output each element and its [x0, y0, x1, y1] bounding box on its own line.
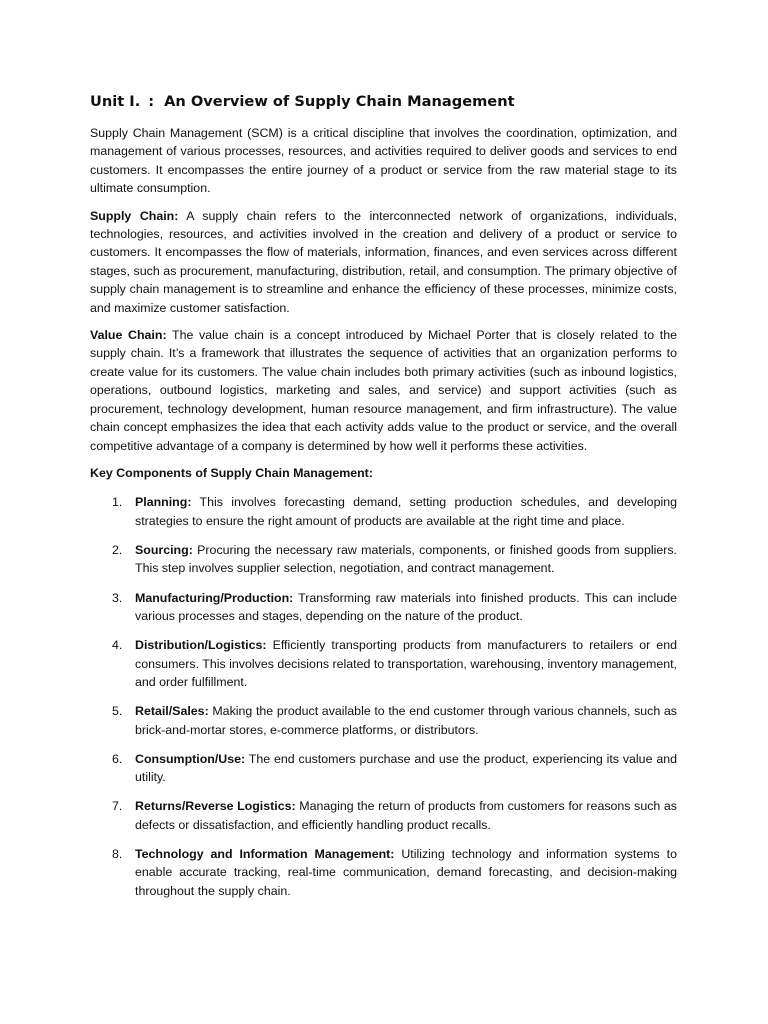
list-number: 5.	[112, 704, 123, 719]
list-number: 4.	[112, 638, 123, 653]
component-text: Efficiently transporting products from manufacturers to retailers or end consumers. This involves decisions related to transportation, warehousing, inventory management, and order fulfillment.	[135, 638, 677, 689]
component-term: Consumption/Use:	[135, 751, 246, 766]
component-term: Technology and Information Management:	[135, 846, 395, 861]
supply-chain-text: A supply chain refers to the interconnected network of organizations, individuals, technologies, resources, and activities involved in the creation and delivery of a product or service to customers. It encompasses the flow of materials, information, finances, and even services across different stages, such as procurement, manufacturing, distribution, retail, and consumption. The primary objective of supply chain management is to streamline and enhance the efficiency of these processes, minimize costs, and maximize customer satisfaction.	[90, 208, 678, 315]
list-number: 3.	[112, 590, 123, 605]
component-text: This involves forecasting demand, setting production schedules, and developing strategies to ensure the right amount of products are available at the right time and place.	[135, 495, 677, 528]
value-chain-paragraph	[90, 326, 677, 455]
components-heading: Key Components of Supply Chain Management:	[90, 465, 373, 480]
component-text: Utilizing technology and information systems to enable accurate tracking, real-time communication, demand forecasting, and decision-making throughout the supply chain.	[135, 846, 677, 898]
list-number: 1.	[112, 495, 123, 510]
component-text: Making the product available to the end customer through various channels, such as brick-and-mortar stores, e-commerce platforms, or distributors.	[135, 704, 677, 737]
list-number: 2.	[112, 542, 123, 557]
list-number: 6.	[112, 751, 123, 766]
list-item	[90, 493, 677, 530]
list-item	[90, 702, 677, 739]
component-text: Managing the return of products from customers for reasons such as defects or dissatisfaction, and efficiently handling product recalls.	[135, 799, 677, 832]
supply-chain-label: Supply Chain:	[90, 208, 179, 223]
component-term: Sourcing:	[135, 542, 193, 557]
value-chain-label: Value Chain:	[90, 328, 167, 343]
list-item	[90, 845, 677, 900]
list-item	[90, 541, 677, 578]
component-term: Returns/Reverse Logistics:	[135, 799, 296, 814]
component-text: Procuring the necessary raw materials, components, or finished goods from suppliers. This step involves supplier selection, negotiation, and contract management.	[135, 542, 677, 576]
list-number: 7.	[112, 799, 123, 814]
component-term: Planning:	[135, 495, 192, 510]
supply-chain-paragraph	[90, 207, 677, 317]
component-text: Transforming raw materials into finished products. This can include various processes and stages, depending on the nature of the product.	[135, 590, 677, 623]
title-separator: :	[148, 93, 155, 110]
title-text: An Overview of Supply Chain Management	[164, 93, 515, 110]
document-page	[90, 92, 677, 911]
list-item	[90, 797, 677, 834]
list-item	[90, 750, 677, 787]
component-text: The end customers purchase and use the product, experiencing its value and utility.	[135, 751, 677, 785]
list-item	[90, 589, 677, 626]
list-item	[90, 636, 677, 691]
component-term: Manufacturing/Production:	[135, 590, 294, 605]
page-title	[90, 92, 677, 112]
components-list	[90, 493, 677, 900]
value-chain-text: The value chain is a concept introduced by Michael Porter that is closely related to the supply chain. It’s a framework that illustrates the sequence of activities that an organization performs to create value for its customers. The value chain includes both primary activities (such as inbound logistics, operations, outbound logistics, marketing and sales, and service) and support activities (such as procurement, technology development, human resource management, and firm infrastructure). The value chain concept emphasizes the idea that each activity adds value to the product or service, and the overall competitive advantage of a company is determined by how well it performs these activities.	[90, 328, 677, 453]
intro-paragraph: Supply Chain Management (SCM) is a critical discipline that involves the coordination, optimization, and management of various processes, resources, and activities required to deliver goods and services to end customers. It encompasses the entire journey of a product or service from the raw material stage to its ultimate consumption.	[90, 126, 677, 196]
unit-label: Unit I.	[90, 93, 141, 110]
component-term: Distribution/Logistics:	[135, 638, 267, 653]
component-term: Retail/Sales:	[135, 704, 209, 719]
list-number: 8.	[112, 846, 123, 861]
